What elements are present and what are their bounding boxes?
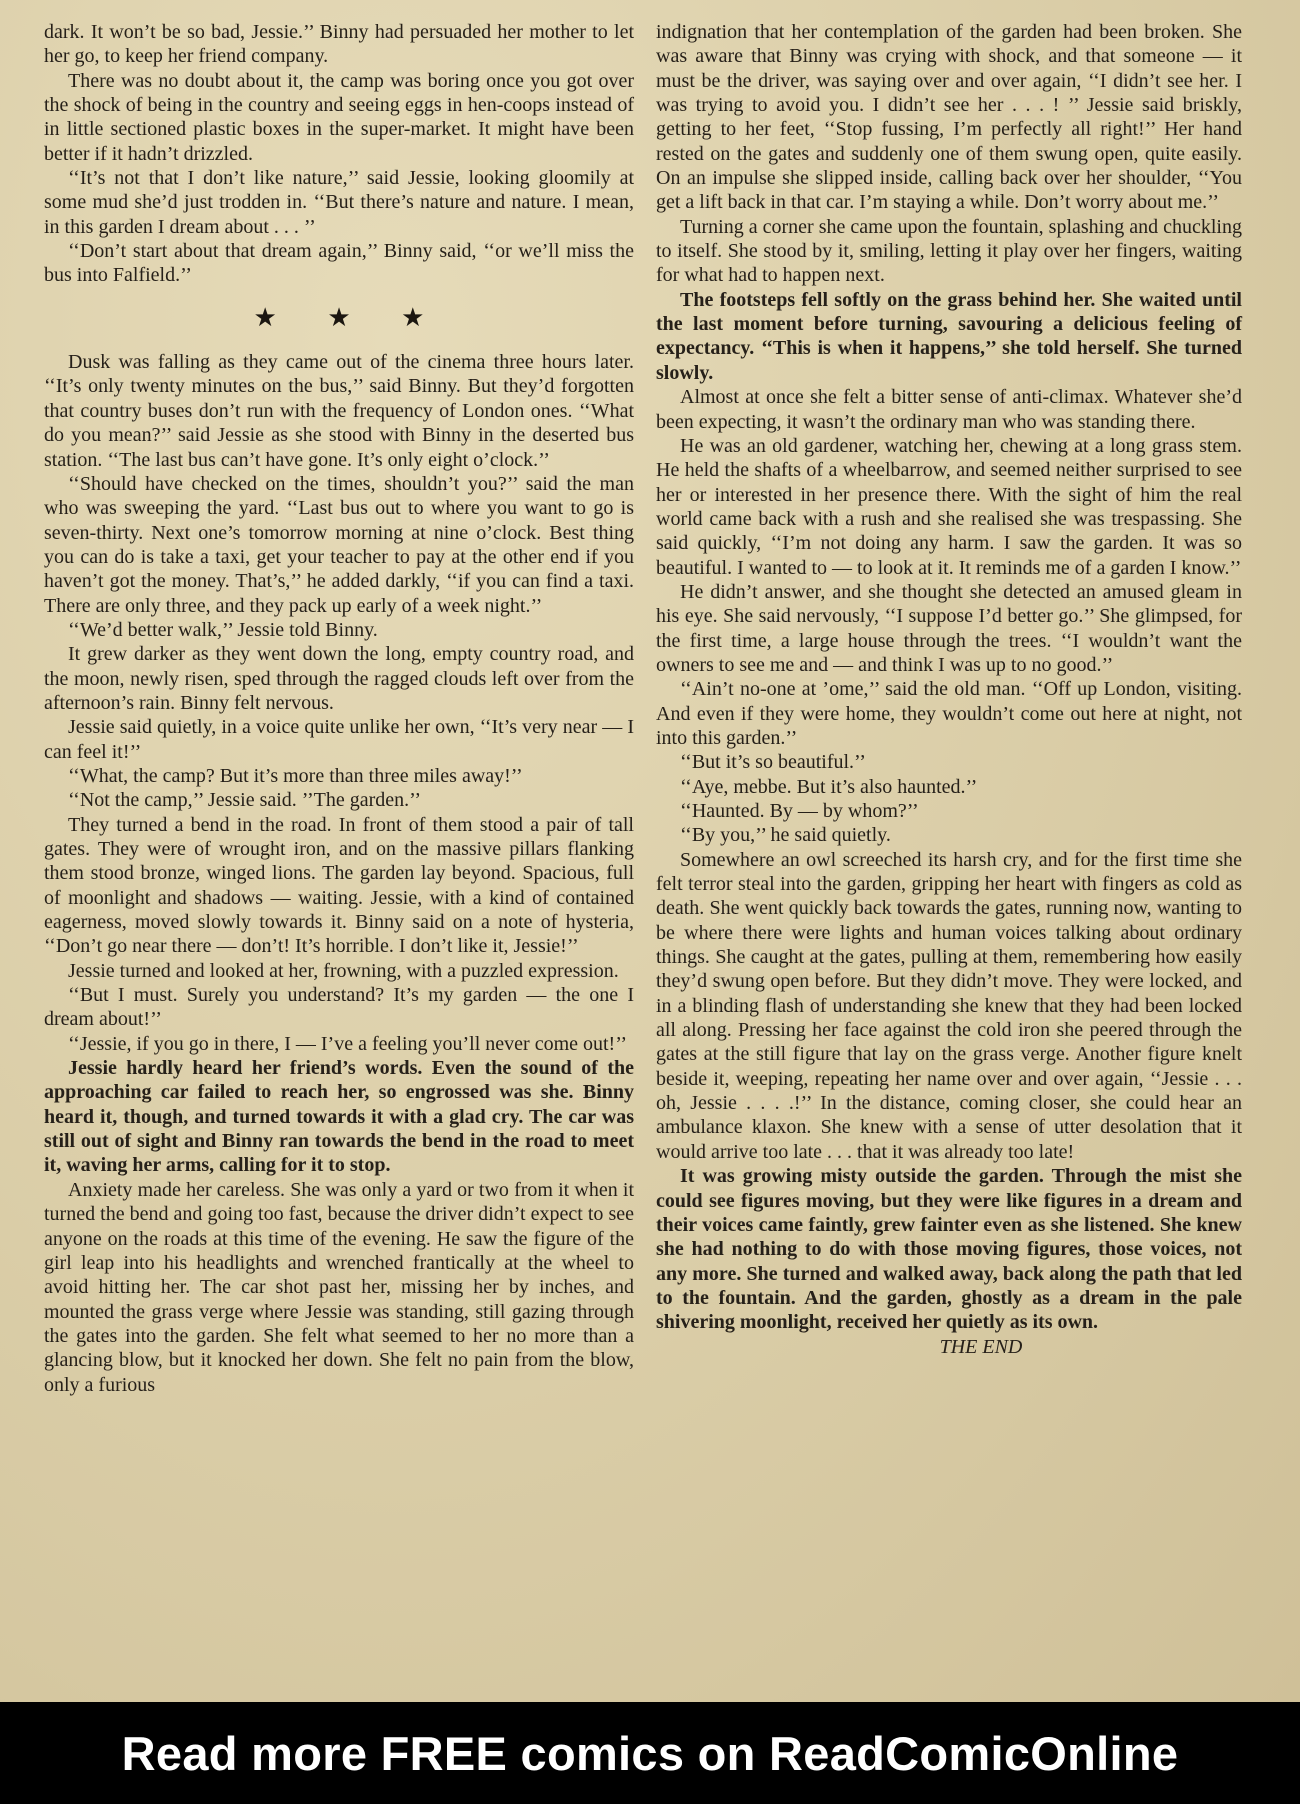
story-paragraph: indignation that her contemplation of the garden had been broken. She was aware that Binny was crying with shock, and that someone — it must be the driver, was saying over and over again, ‘‘I didn’t see her. I was trying to avoid you. I didn’t see her . . . ! ’’ Jessie said briskly, getting to her feet, ‘‘Stop fussing, I’m perfectly all right!’’ Her hand rested on the gates and suddenly one of them swung open, quite easily. On an impulse she slipped inside, calling back over her shoulder, ‘‘You get a lift back in that car. I’m staying a while. Don’t worry about me.’’ — [656, 21, 1242, 214]
story-paragraph: Jessie said quietly, in a voice quite unlike her own, ‘‘It’s very near — I can feel it!’’ — [44, 716, 634, 763]
text-column-left — [44, 20, 634, 1397]
story-paragraph: Almost at once she felt a bitter sense of anti-climax. Whatever she’d been expecting, it wasn’t the ordinary man who was standing there. — [656, 386, 1242, 433]
story-paragraph: ‘‘It’s not that I don’t like nature,’’ said Jessie, looking gloomily at some mud she’d just trodden in. ‘‘But there’s nature and nature. I mean, in this garden I dream about . . . ’’ — [44, 167, 634, 238]
story-paragraph: The footsteps fell softly on the grass behind her. She waited until the last moment before turning, savouring a delicious feeling of expectancy. ‘‘This is when it happens,’’ she told herself. She turned slowly. — [656, 288, 1242, 384]
story-paragraph: ‘‘Ain’t no-one at ’ome,’’ said the old man. ‘‘Off up London, visiting. And even if they were home, they wouldn’t come out here at night, not into this garden.’’ — [656, 678, 1242, 749]
story-paragraph: Jessie hardly heard her friend’s words. Even the sound of the approaching car failed to reach her, so engrossed was she. Binny heard it, though, and turned towards it with a glad cry. The car was still out of sight and Binny ran towards the bend in the road to meet it, waving her arms, calling for it to stop. — [44, 1057, 634, 1177]
story-paragraph: Somewhere an owl screeched its harsh cry, and for the first time she felt terror steal into the garden, gripping her heart with fingers as cold as death. She went quickly back towards the gates, running now, wanting to be where there were lights and human voices talking about ordinary things. She caught at the gates, pulling at them, remembering how easily they’d swung open before. But they didn’t move. They were locked, and in a blinding flash of understanding she knew that they had been locked all along. Pressing her face against the cold iron she peered through the gates at the still figure that lay on the grass verge. Another figure knelt beside it, weeping, repeating her name over and over again, ‘‘Jessie . . . oh, Jessie . . . .!’’ In the distance, coming closer, she could hear an ambulance klaxon. She knew with a sense of utter desolation that it would arrive too late . . . that it was already too late! — [656, 848, 1242, 1163]
story-paragraph: It was growing misty outside the garden. Through the mist she could see figures moving, but they were like figures in a dream and their voices came faintly, grew fainter even as she listened. She knew she had nothing to do with those moving figures, those voices, not any more. She turned and walked away, back along the path that led to the fountain. And the garden, ghostly as a dream in the pale shivering moonlight, received her quietly as its own. — [656, 1165, 1242, 1334]
story-paragraph: ‘‘Aye, mebbe. But it’s also haunted.’’ — [680, 775, 978, 798]
promo-banner-text[interactable]: Read more FREE comics on ReadComicOnline — [121, 1726, 1179, 1780]
story-paragraph: ‘‘Don’t start about that dream again,’’ Binny said, ‘‘or we’ll miss the bus into Falfield.’’ — [44, 240, 634, 287]
story-paragraph: It grew darker as they went down the long, empty country road, and the moon, newly risen, sped through the ragged clouds left over from the afternoon’s rain. Binny felt nervous. — [44, 643, 634, 714]
story-paragraph: He didn’t answer, and she thought she detected an amused gleam in his eye. She said nervously, ‘‘I suppose I’d better go.’’ She glimpsed, for the first time, a large house through the trees. ‘‘I wouldn’t want the owners to see me and — and think I was up to no good.’’ — [656, 580, 1242, 676]
story-paragraph: ‘‘Should have checked on the times, shouldn’t you?’’ said the man who was sweeping the yard. ‘‘Last bus out to where you want to go is seven-thirty. Next one’s tomorrow morning at nine o’clock. Best thing you can do is take a taxi, get your teacher to pay at the other end if you haven’t got the money. That’s,’’ he added darkly, ‘‘if you can find a taxi. There are only three, and they pack up early of a week night.’’ — [44, 472, 634, 617]
story-paragraph: Jessie turned and looked at her, frowning, with a puzzled expression. — [68, 959, 619, 982]
story-paragraph: Turning a corner she came upon the fountain, splashing and chuckling to itself. She stood by it, smiling, letting it play over her fingers, waiting for what had to happen next. — [656, 215, 1242, 287]
story-paragraph: There was no doubt about it, the camp was boring once you got over the shock of being in the country and seeing eggs in hen-coops instead of in little sectioned plastic boxes in the super-market. It might have been better if it hadn’t drizzled. — [44, 69, 634, 165]
text-column-right — [656, 20, 1242, 1359]
section-break-stars: ★ ★ ★ — [253, 302, 447, 332]
story-paragraph: Dusk was falling as they came out of the cinema three hours later. ‘‘It’s only twenty minutes on the bus,’’ said Binny. But they’d forgotten that country buses don’t run with the frequency of London ones. ‘‘What do you mean?’’ said Jessie as she stood with Binny in the deserted bus station. ‘‘The last bus can’t have gone. It’s only eight o’clock.’’ — [44, 351, 634, 471]
story-paragraph: ‘‘Haunted. By — by whom?’’ — [680, 800, 919, 822]
story-paragraph: ‘‘By you,’’ he said quietly. — [680, 824, 891, 847]
story-paragraph: ‘‘We’d better walk,’’ Jessie told Binny. — [68, 618, 378, 641]
story-paragraph: dark. It won’t be so bad, Jessie.’’ Binny had persuaded her mother to let her go, to keep her friend company. — [44, 21, 634, 68]
promo-banner[interactable] — [0, 1702, 1300, 1804]
story-paragraph: ‘‘Jessie, if you go in there, I — I’ve a feeling you’ll never come out!’’ — [68, 1032, 628, 1055]
story-paragraph: They turned a bend in the road. In front of them stood a pair of tall gates. They were of wrought iron, and on the massive pillars flanking them stood bronze, winged lions. The garden lay beyond. Spacious, full of moonlight and shadows — waiting. Jessie, with a kind of contained eagerness, moved slowly towards it. Binny said on a note of hysteria, ‘‘Don’t go near there — don’t! It’s horrible. I don’t like it, Jessie!’’ — [44, 813, 634, 958]
story-paragraph: ‘‘Not the camp,’’ Jessie said. ’’The garden.’’ — [68, 789, 421, 812]
story-paragraph: ‘‘But I must. Surely you understand? It’s my garden — the one I dream about!’’ — [44, 984, 634, 1031]
story-paragraph: Anxiety made her careless. She was only a yard or two from it when it turned the bend and going too fast, because the driver didn’t expect to see anyone on the roads at this time of the evening. He saw the figure of the girl leap into his headlights and wrenched frantically at the wheel to avoid hitting her. The car shot past her, missing her by inches, and mounted the grass verge where Jessie was standing, still gazing through the gates into the garden. She felt what seemed to her no more than a glancing blow, but it knocked her down. She felt no pain from the blow, only a furious — [44, 1178, 634, 1396]
the-end-label: THE END — [939, 1335, 1023, 1358]
story-paragraph: He was an old gardener, watching her, chewing at a long grass stem. He held the shafts of a wheelbarrow, and seemed neither surprised to see her or interested in her presence there. With the sight of him the real world came back with a rush and she realised she was trespassing. She said quickly, ‘‘I’m not doing any harm. I saw the garden. It was so beautiful. I wanted to — to look at it. It reminds me of a garden I know.’’ — [656, 434, 1242, 579]
story-paragraph: ‘‘What, the camp? But it’s more than three miles away!’’ — [68, 764, 523, 787]
story-paragraph: ‘‘But it’s so beautiful.’’ — [680, 751, 866, 774]
